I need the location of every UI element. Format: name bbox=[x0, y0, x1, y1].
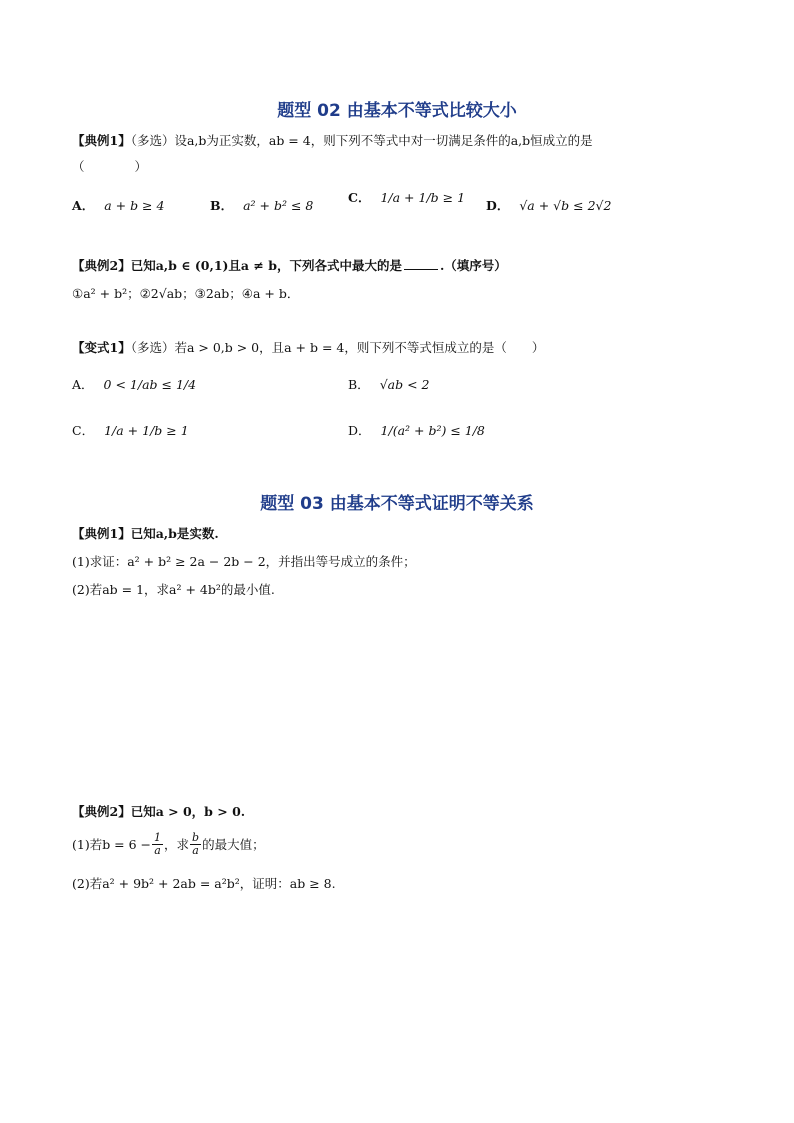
example-2-question bbox=[72, 258, 507, 273]
section2-example-2 bbox=[72, 804, 245, 819]
example-tag: 【典例1】 bbox=[72, 526, 131, 541]
q1-part-c: 的最大值； bbox=[202, 837, 265, 853]
example-tag: 【典例1】 bbox=[72, 133, 131, 148]
option-label: C． bbox=[72, 423, 95, 438]
example-text: 已知a > 0，b > 0. bbox=[130, 804, 246, 819]
option-b bbox=[210, 196, 313, 214]
section-title-03: 题型 03 由基本不等式证明不等关系 bbox=[260, 494, 534, 514]
option-label: A． bbox=[72, 198, 95, 213]
example-text-end: .（填序号） bbox=[439, 258, 507, 273]
variant-option-a bbox=[72, 375, 196, 393]
q1-part-a: (1)若b = 6 − bbox=[72, 837, 152, 853]
option-label: C． bbox=[348, 190, 371, 205]
variant-option-d bbox=[348, 421, 485, 439]
option-d bbox=[486, 196, 611, 214]
option-expr: √ab < 2 bbox=[379, 376, 430, 392]
option-label: D． bbox=[348, 423, 371, 438]
variant-text: （多选）若a > 0,b > 0，且a + b = 4，则下列不等式恒成立的是（ ） bbox=[130, 340, 545, 355]
section2-example-1-q2: (2)若ab = 1，求a² + 4b²的最小值. bbox=[72, 582, 275, 597]
example-1-question bbox=[72, 133, 593, 148]
option-expr: a² + b² ≤ 8 bbox=[243, 197, 314, 213]
option-label: B． bbox=[348, 377, 370, 392]
option-expr: 1/a + 1/b ≥ 1 bbox=[104, 422, 189, 438]
example-text: 已知a,b是实数. bbox=[130, 526, 219, 541]
option-expr: √a + √b ≤ 2√2 bbox=[519, 197, 612, 213]
example-text: 已知a,b ∈ (0,1)且a ≠ b，下列各式中最大的是 bbox=[130, 258, 402, 273]
variant-1-question bbox=[72, 340, 544, 355]
option-label: D． bbox=[486, 198, 510, 213]
fraction-numerator: b bbox=[192, 831, 200, 844]
section2-example-1-q1: (1)求证：a² + b² ≥ 2a − 2b − 2，并指出等号成立的条件； bbox=[72, 554, 416, 569]
example-text: （多选）设a,b为正实数，ab = 4，则下列不等式中对一切满足条件的a,b恒成立的是 bbox=[130, 133, 593, 148]
option-expr: 1/(a² + b²) ≤ 1/8 bbox=[380, 422, 485, 438]
section2-example-2-q1 bbox=[72, 832, 265, 857]
example-2-items: ①a² + b²；②2√ab；③2ab；④a + b． bbox=[72, 286, 300, 301]
section-title-02: 题型 02 由基本不等式比较大小 bbox=[277, 101, 517, 121]
fraction-b-over-a bbox=[190, 832, 201, 857]
fraction-numerator: 1 bbox=[154, 831, 162, 844]
option-label: A． bbox=[72, 377, 94, 392]
option-label: B． bbox=[210, 198, 234, 213]
option-expr: 1/a + 1/b ≥ 1 bbox=[380, 189, 466, 205]
section2-example-2-q2: (2)若a² + 9b² + 2ab = a²b²，证明：ab ≥ 8. bbox=[72, 876, 336, 891]
answer-parentheses: （ ） bbox=[72, 159, 148, 174]
fraction-denominator: a bbox=[192, 844, 199, 858]
variant-option-c bbox=[72, 421, 189, 439]
fraction-denominator: a bbox=[154, 844, 161, 858]
example-tag: 【典例2】 bbox=[72, 804, 131, 819]
option-expr: 0 < 1/ab ≤ 1/4 bbox=[103, 376, 197, 392]
section2-example-1 bbox=[72, 526, 219, 541]
variant-option-b bbox=[348, 375, 429, 393]
option-a bbox=[72, 196, 164, 214]
fraction-1-over-a bbox=[152, 832, 163, 857]
q1-part-b: ，求 bbox=[164, 837, 190, 853]
variant-tag: 【变式1】 bbox=[72, 340, 131, 355]
option-expr: a + b ≥ 4 bbox=[104, 197, 165, 213]
answer-blank bbox=[404, 259, 438, 270]
option-c bbox=[348, 188, 465, 206]
example-tag: 【典例2】 bbox=[72, 258, 131, 273]
